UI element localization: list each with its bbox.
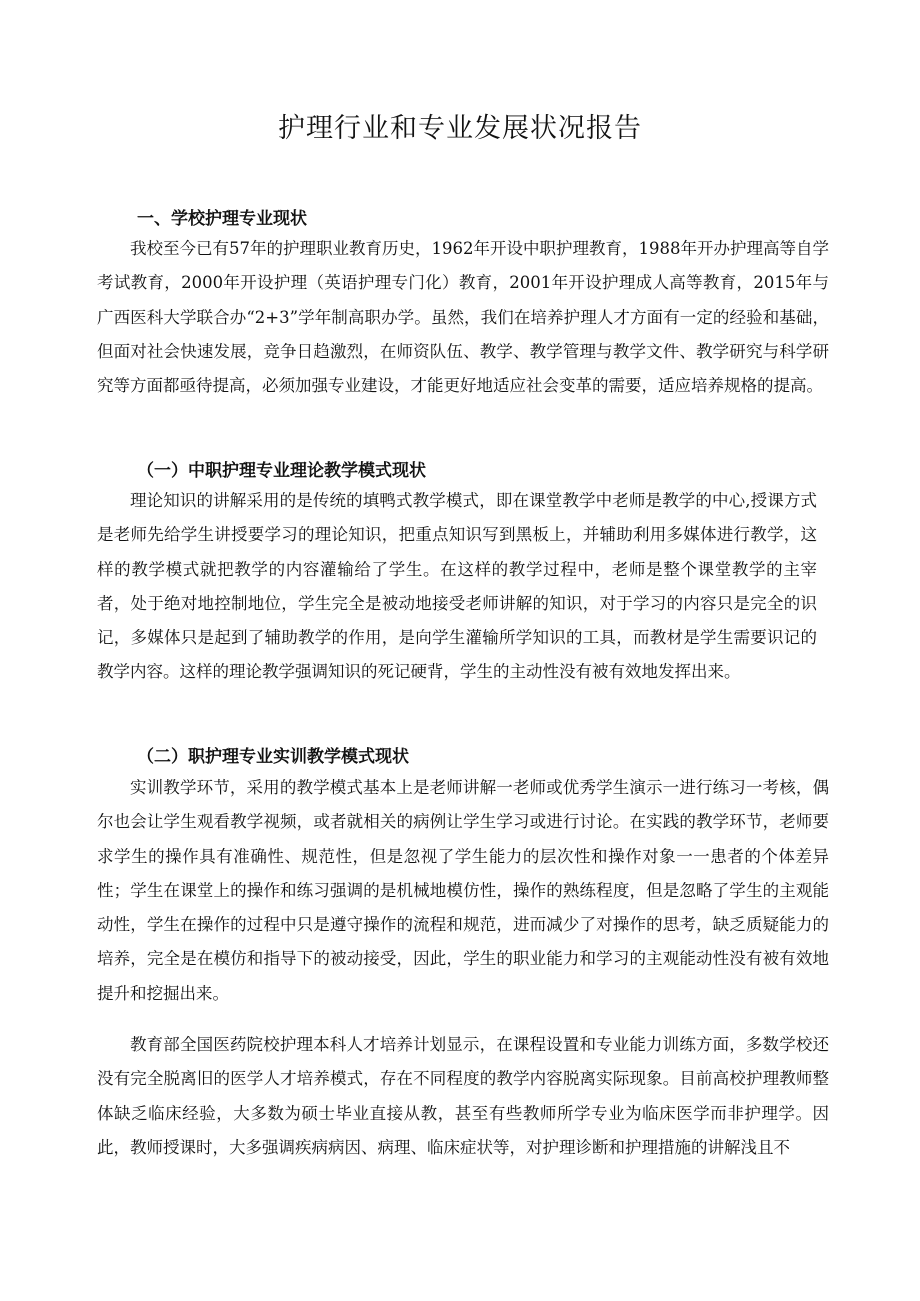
paragraph-theory-teaching: 理论知识的讲解采用的是传统的填鸭式教学模式，即在课堂教学中老师是教学的中心,授课方式是老师先给学生讲授要学习的理论知识，把重点知识写到黑板上，并辅助利用多媒体进行教学，这样的教学模式就把教学的内容灌输给了学生。在这样的教学过程中，老师是整个课堂教学的主宰者，处于绝对地控制地位，学生完全是被动地接受老师讲解的知识，对于学习的内容只是完全的识记，多媒体只是起到了辅助教学的作用，是向学生灌输所学知识的工具，而教材是学生需要识记的教学内容。这样的理论教学强调知识的死记硬背，学生的主动性没有被有效地发挥出来。 xyxy=(97,491,817,682)
paragraph-training-plan: 教育部全国医药院校护理本科人才培养计划显示，在课程设置和专业能力训练方面，多数学校还没有完全脱离旧的医学人才培养模式，存在不同程度的教学内容脱离实际现象。目前高校护理教师整体缺乏临床经验，大多数为硕士毕业直接从教，甚至有些教师所学专业为临床医学而非护理学。因此，教师授课时，大多强调疾病病因、病理、临床症状等，对护理诊断和护理措施的讲解浅且不 xyxy=(97,1035,829,1157)
section-heading-school-nursing-status: 一、学校护理专业现状 xyxy=(137,209,307,229)
document-title: 护理行业和专业发展状况报告 xyxy=(278,113,642,144)
subsection-heading-practical-teaching: （二）职护理专业实训教学模式现状 xyxy=(137,747,409,767)
paragraph-practical-teaching: 实训教学环节，采用的教学模式基本上是老师讲解一老师或优秀学生演示一进行练习一考核，偶尔也会让学生观看教学视频，或者就相关的病例让学生学习或进行讨论。在实践的教学环节，老师要求学生的操作具有准确性、规范性，但是忽视了学生能力的层次性和操作对象一一患者的个体差异性；学生在课堂上的操作和练习强调的是机械地模仿性，操作的熟练程度，但是忽略了学生的主观能动性，学生在操作的过程中只是遵守操作的流程和规范，进而减少了对操作的思考，缺乏质疑能力的培养，完全是在模仿和指导下的被动接受，因此，学生的职业能力和学习的主观能动性没有被有效地提升和挖掘出来。 xyxy=(97,778,829,1003)
subsection-heading-theory-teaching: （一）中职护理专业理论教学模式现状 xyxy=(137,461,426,481)
paragraph-school-history: 我校至今已有57年的护理职业教育历史，1962年开设中职护理教育，1988年开办护理高等自学考试教育，2000年开设护理（英语护理专门化）教育，2001年开设护理成人高等教育，2015年与广西医科大学联合办“2+3”学年制高职办学。虽然，我们在培养护理人才方面有一定的经验和基础，但面对社会快速发展，竞争日趋激烈，在师资队伍、教学、教学管理与教学文件、教学研究与科学研究等方面都亟待提高，必须加强专业建设，才能更好地适应社会变革的需要，适应培养规格的提高。 xyxy=(97,239,829,396)
